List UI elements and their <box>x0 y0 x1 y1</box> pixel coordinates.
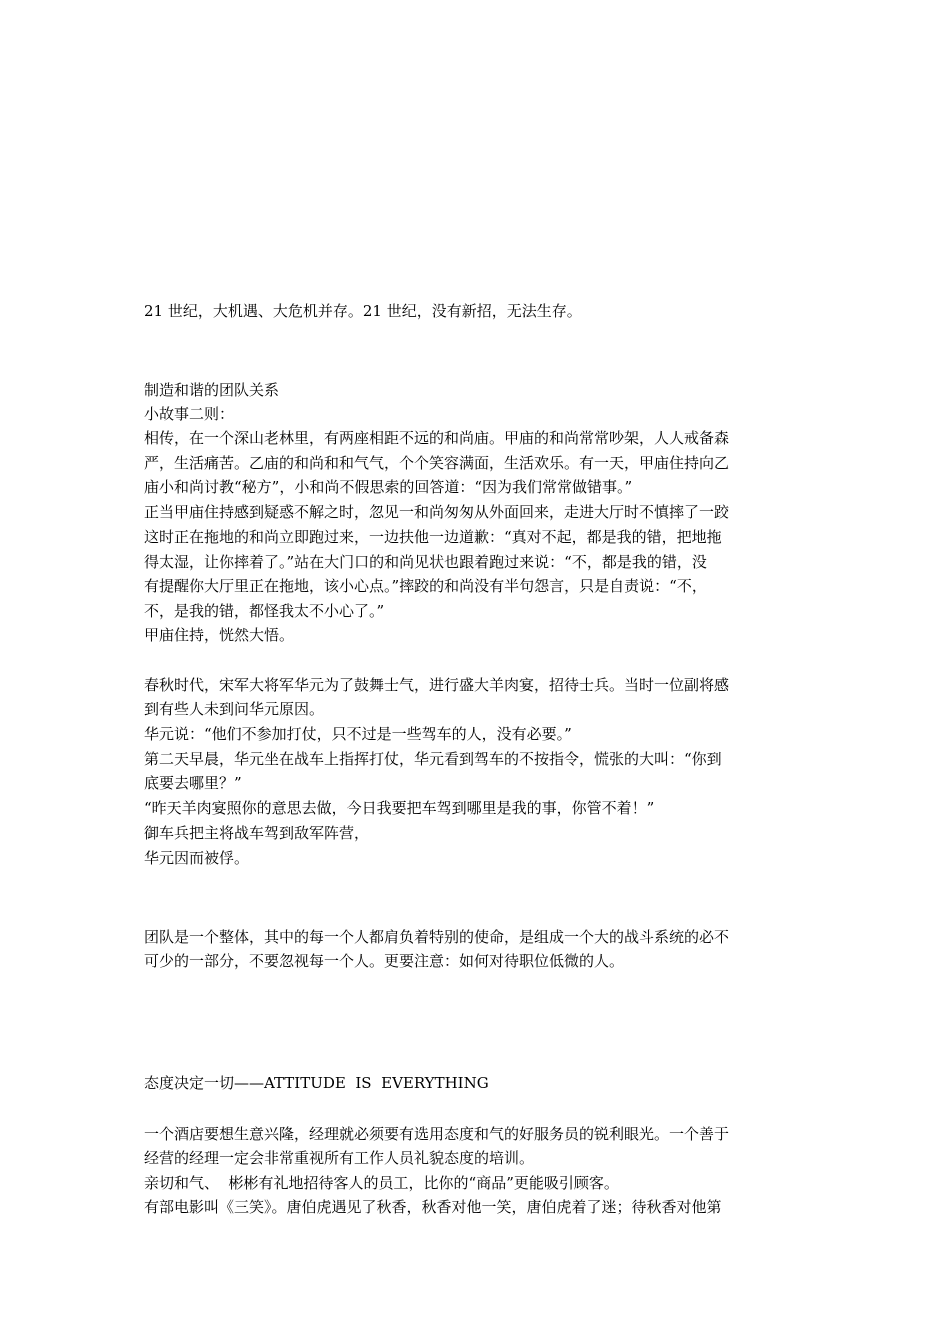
paragraph-line: 甲庙住持，恍然大悟。 <box>144 626 295 644</box>
paragraph-line: 经营的经理一定会非常重视所有工作人员礼貌态度的培训。 <box>144 1149 535 1167</box>
paragraph-line: 到有些人未到问华元原因。 <box>144 700 325 718</box>
paragraph-line: 团队是一个整体，其中的每一个人都肩负着特别的使命，是组成一个大的战斗系统的必不 <box>144 928 730 946</box>
subheading-stories: 小故事二则： <box>144 405 235 423</box>
paragraph-line: 这时正在拖地的和尚立即跑过来，一边扶他一边道歉：“真对不起，都是我的错，把地拖 <box>144 528 722 546</box>
paragraph-line: 华元说：“他们不参加打仗，只不过是一些驾车的人，没有必要。” <box>144 725 572 743</box>
paragraph-line: 严，生活痛苦。乙庙的和尚和和气气，个个笑容满面，生活欢乐。有一天，甲庙住持向乙 <box>144 454 730 472</box>
paragraph-line: 春秋时代，宋军大将军华元为了鼓舞士气，进行盛大羊肉宴，招待士兵。当时一位副将感 <box>144 676 730 694</box>
paragraph-line: 可少的一部分，不要忽视每一个人。更要注意：如何对待职位低微的人。 <box>144 952 625 970</box>
paragraph-line: 一个酒店要想生意兴隆，经理就必须要有选用态度和气的好服务员的锐利眼光。一个善于 <box>144 1125 730 1143</box>
paragraph-line: 得太湿，让你摔着了。”站在大门口的和尚见状也跟着跑过来说：“不，都是我的错，没 <box>144 553 707 571</box>
paragraph-line: 亲切和气、 彬彬有礼地招待客人的员工，比你的“商品”更能吸引顾客。 <box>144 1174 619 1192</box>
paragraph-line: 相传，在一个深山老林里，有两座相距不远的和尚庙。甲庙的和尚常常吵架，人人戒备森 <box>144 429 730 447</box>
section-heading-team: 制造和谐的团队关系 <box>144 381 280 399</box>
paragraph-line: “昨天羊肉宴照你的意思去做，今日我要把车驾到哪里是我的事，你管不着！” <box>144 799 655 817</box>
paragraph-line: 庙小和尚讨教“秘方”，小和尚不假思索的回答道：“因为我们常常做错事。” <box>144 478 633 496</box>
paragraph-line: 不，是我的错，都怪我太不小心了。” <box>144 602 385 620</box>
section-heading-attitude: 态度决定一切——ATTITUDE IS EVERYTHING <box>144 1074 489 1092</box>
paragraph-line: 有部电影叫《三笑》。唐伯虎遇见了秋香，秋香对他一笑，唐伯虎着了迷；待秋香对他第 <box>144 1198 722 1216</box>
paragraph-line: 正当甲庙住持感到疑惑不解之时，忽见一和尚匆匆从外面回来，走进大厅时不慎摔了一跤 <box>144 503 730 521</box>
paragraph-line: 御车兵把主将战车驾到敌军阵营， <box>144 824 370 842</box>
intro-line: 21 世纪，大机遇、大危机并存。21 世纪，没有新招，无法生存。 <box>144 302 582 320</box>
paragraph-line: 底要去哪里？” <box>144 774 242 792</box>
paragraph-line: 华元因而被俘。 <box>144 849 250 867</box>
paragraph-line: 第二天早晨，华元坐在战车上指挥打仗，华元看到驾车的不按指令，慌张的大叫：“你到 <box>144 750 722 768</box>
paragraph-line: 有提醒你大厅里正在拖地，该小心点。”摔跤的和尚没有半句怨言，只是自责说：“不， <box>144 577 707 595</box>
